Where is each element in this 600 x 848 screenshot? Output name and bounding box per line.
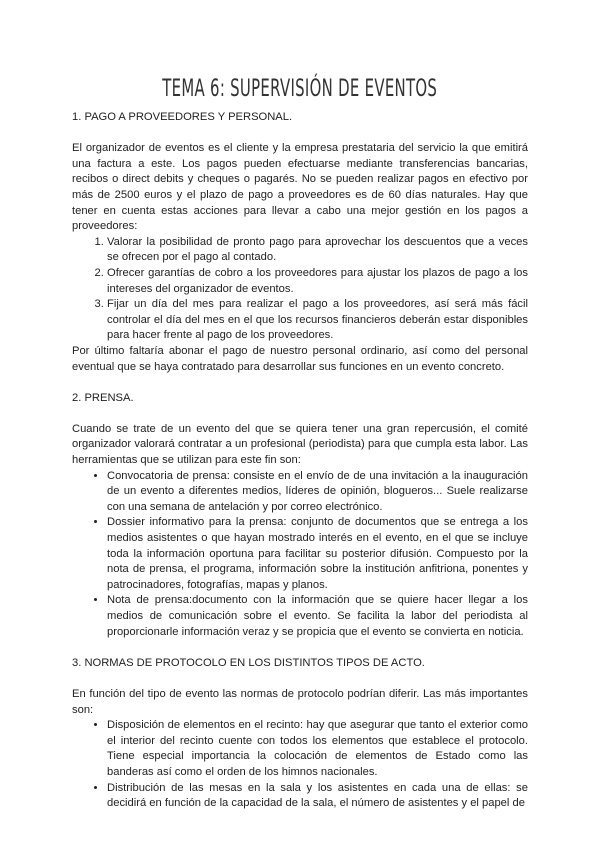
list-item: 1. Valorar la posibilidad de pronto pago para aprovechar los descuentos que a veces se ofrecen por el pago al contado. — [107, 235, 528, 266]
list-item: • Nota de prensa:documento con la información que se quiere hacer llegar a los medios de comunicación sobre el evento. Se facilita la labor del periodista al proporcionarle información veraz y se propicia que el evento se convierta en noticia. — [107, 593, 528, 640]
section-2-list — [72, 469, 528, 641]
list-item: • Disposición de elementos en el recinto: hay que asegurar que tanto el exterior como el interior del recinto cuente con todos los elementos que establece el protocolo. Tiene especial importancia la colocación de elementos de Estado como las banderas así como el orden de los himnos nacionales. — [107, 718, 528, 780]
section-heading-2: 2. PRENSA. — [72, 391, 134, 404]
section-3-intro: En función del tipo de evento las normas de protocolo podrían diferir. Las más importantes son: — [72, 687, 528, 716]
list-item: 3. Fijar un día del mes para realizar el pago a los proveedores, así será más fácil controlar el día del mes en el que los recursos financieros deberán estar disponibles para hacer frente al pago de los proveedores. — [107, 297, 528, 344]
list-item: 2. Ofrecer garantías de cobro a los proveedores para ajustar los plazos de pago a los intereses del organizador de eventos. — [107, 266, 528, 297]
section-3-list — [72, 718, 528, 812]
section-1-intro: El organizador de eventos es el cliente y la empresa prestataria del servicio la que emitirá una factura a este. Los pagos pueden efectuarse mediante transferencias bancarias, recibos o direct debits y cheques o pagarés. No se pueden realizar pagos en efectivo por más de 2500 euros y el plazo de pago a proveedores es de 60 días naturales. Hay que tener en cuenta estas acciones para llevar a cabo una mejor gestión en los pagos a proveedores: — [72, 142, 528, 233]
section-1-list — [72, 235, 528, 344]
section-heading-1: 1. PAGO A PROVEEDORES Y PERSONAL. — [72, 111, 293, 123]
document-body — [72, 0, 528, 812]
list-item: • Convocatoria de prensa: consiste en el envío de de una invitación a la inauguración de un evento a diferentes medios, líderes de opinión, blogueros... Suele realizarse con una semana de antelación y por correo electrónico. — [107, 469, 528, 516]
title-text: TEMA 6: SUPERVISIÓN DE EVENTOS — [162, 74, 438, 102]
section-1-outro: Por último faltaría abonar el pago de nuestro personal ordinario, así como del personal eventual que se haya contratado para desarrollar sus funciones en un evento concreto. — [72, 344, 528, 373]
list-item: • Distribución de las mesas en la sala y los asistentes en cada una de ellas: se decidirá en función de la capacidad de la sala, el número de asistentes y el papel de — [107, 781, 528, 812]
section-heading-3: 3. NORMAS DE PROTOCOLO EN LOS DISTINTOS TIPOS DE ACTO. — [72, 656, 425, 669]
section-2-intro: Cuando se trate de un evento del que se quiera tener una gran repercusión, el comité organizador valorará contratar a un profesional (periodista) para que cumpla esta labor. Las herramientas que se utilizan para este fin son: — [72, 422, 528, 467]
list-item: • Dossier informativo para la prensa: conjunto de documentos que se entrega a los medios asistentes o que hayan mostrado interés en el evento, en el que se incluye toda la información oportuna para facilitar su posterior difusión. Compuesto por la nota de prensa, el programa, información sobre la institución anfitriona, ponentes y patrocinadores, fotografías, mapas y planos. — [107, 515, 528, 593]
